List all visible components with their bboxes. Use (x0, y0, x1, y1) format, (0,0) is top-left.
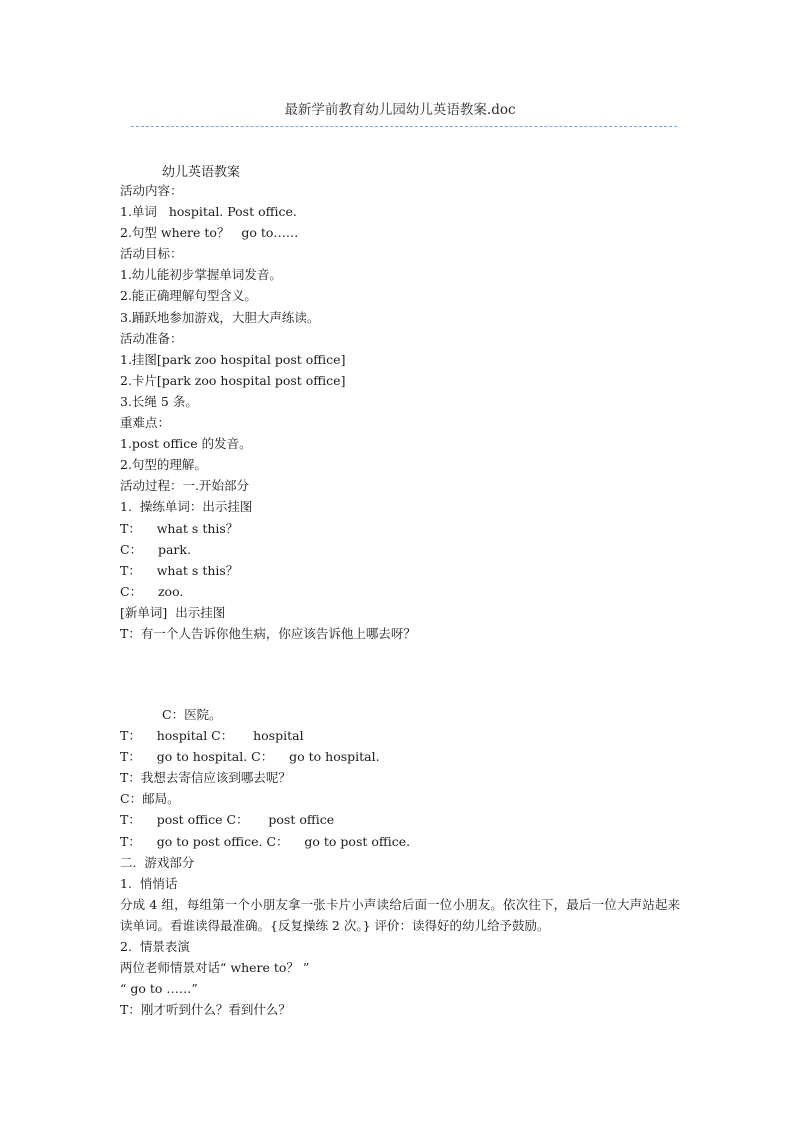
text-line: 1.幼儿能初步掌握单词发音。 (120, 267, 282, 283)
text-line: T： what s this？ (120, 520, 239, 536)
text-line: 重难点： (120, 415, 171, 431)
text-line: 3.长绳 5 条。 (120, 393, 198, 409)
text-line: 1. 操练单词：出示挂图 (120, 499, 253, 515)
text-line: 二. 游戏部分 (120, 854, 195, 870)
text-line: 2.能正确理解句型含义。 (120, 288, 257, 304)
text-line: T：有一个人告诉你他生病，你应该告诉他上哪去呀？ (120, 625, 416, 641)
text-line: 2. 情景表演 (120, 939, 190, 955)
text-line: 1.挂图[park zoo hospital post office] (120, 351, 346, 367)
text-line: T：我想去寄信应该到哪去呢？ (120, 770, 291, 786)
text-line: C：邮局。 (120, 791, 180, 807)
text-line: T： go to post office. C： go to post office. (120, 833, 411, 849)
text-line: 活动内容： (120, 183, 183, 198)
text-line: 活动目标： (120, 246, 183, 262)
text-line: [新单词] 出示挂图 (120, 604, 226, 620)
text-line: C：医院。 (162, 707, 222, 722)
text-line: 2.句型的理解。 (120, 457, 207, 473)
text-line: 1.post office 的发音。 (120, 436, 252, 452)
lesson-body-part-2 (120, 704, 680, 1020)
text-line: T： go to hospital. C： go to hospital. (120, 749, 380, 765)
text-line: 3.踊跃地参加游戏，大胆大声练读。 (120, 309, 320, 325)
game-description-paragraph: 分成 4 组，每组第一个小朋友拿一张卡片小声读给后面一位小朋友。依次往下，最后一位大声站起来读单词。看谁读得最准确。{反复操练 2 次。} 评价：读得好的幼儿给予鼓励。 (120, 896, 680, 933)
text-line: T： hospital C： hospital (120, 728, 304, 744)
text-line: 1. 悄悄话 (120, 875, 178, 891)
text-line: “ go to ……” (120, 981, 198, 997)
text-line: 2.句型 where to？ go to…… (120, 225, 299, 241)
document-filename-header: 最新学前教育幼儿园幼儿英语教案.doc (284, 102, 516, 118)
text-line: T：刚才听到什么？看到什么？ (120, 1002, 291, 1018)
text-line: 活动准备： (120, 330, 183, 346)
text-line: T： what s this？ (120, 562, 239, 578)
text-line: C： zoo. (120, 583, 184, 599)
text-line: T： post office C： post office (120, 812, 335, 828)
text-line: 活动过程：一.开始部分 (120, 478, 249, 494)
text-line: 2.卡片[park zoo hospital post office] (120, 372, 346, 388)
text-line: 1.单词 hospital. Post office. (120, 204, 297, 220)
header-divider (131, 126, 677, 127)
lesson-plan-title: 幼儿英语教案 (162, 165, 241, 180)
text-line: C： park. (120, 541, 191, 557)
lesson-body-part-1 (120, 180, 680, 644)
text-line: 两位老师情景对话“ where to？ ” (120, 960, 310, 976)
